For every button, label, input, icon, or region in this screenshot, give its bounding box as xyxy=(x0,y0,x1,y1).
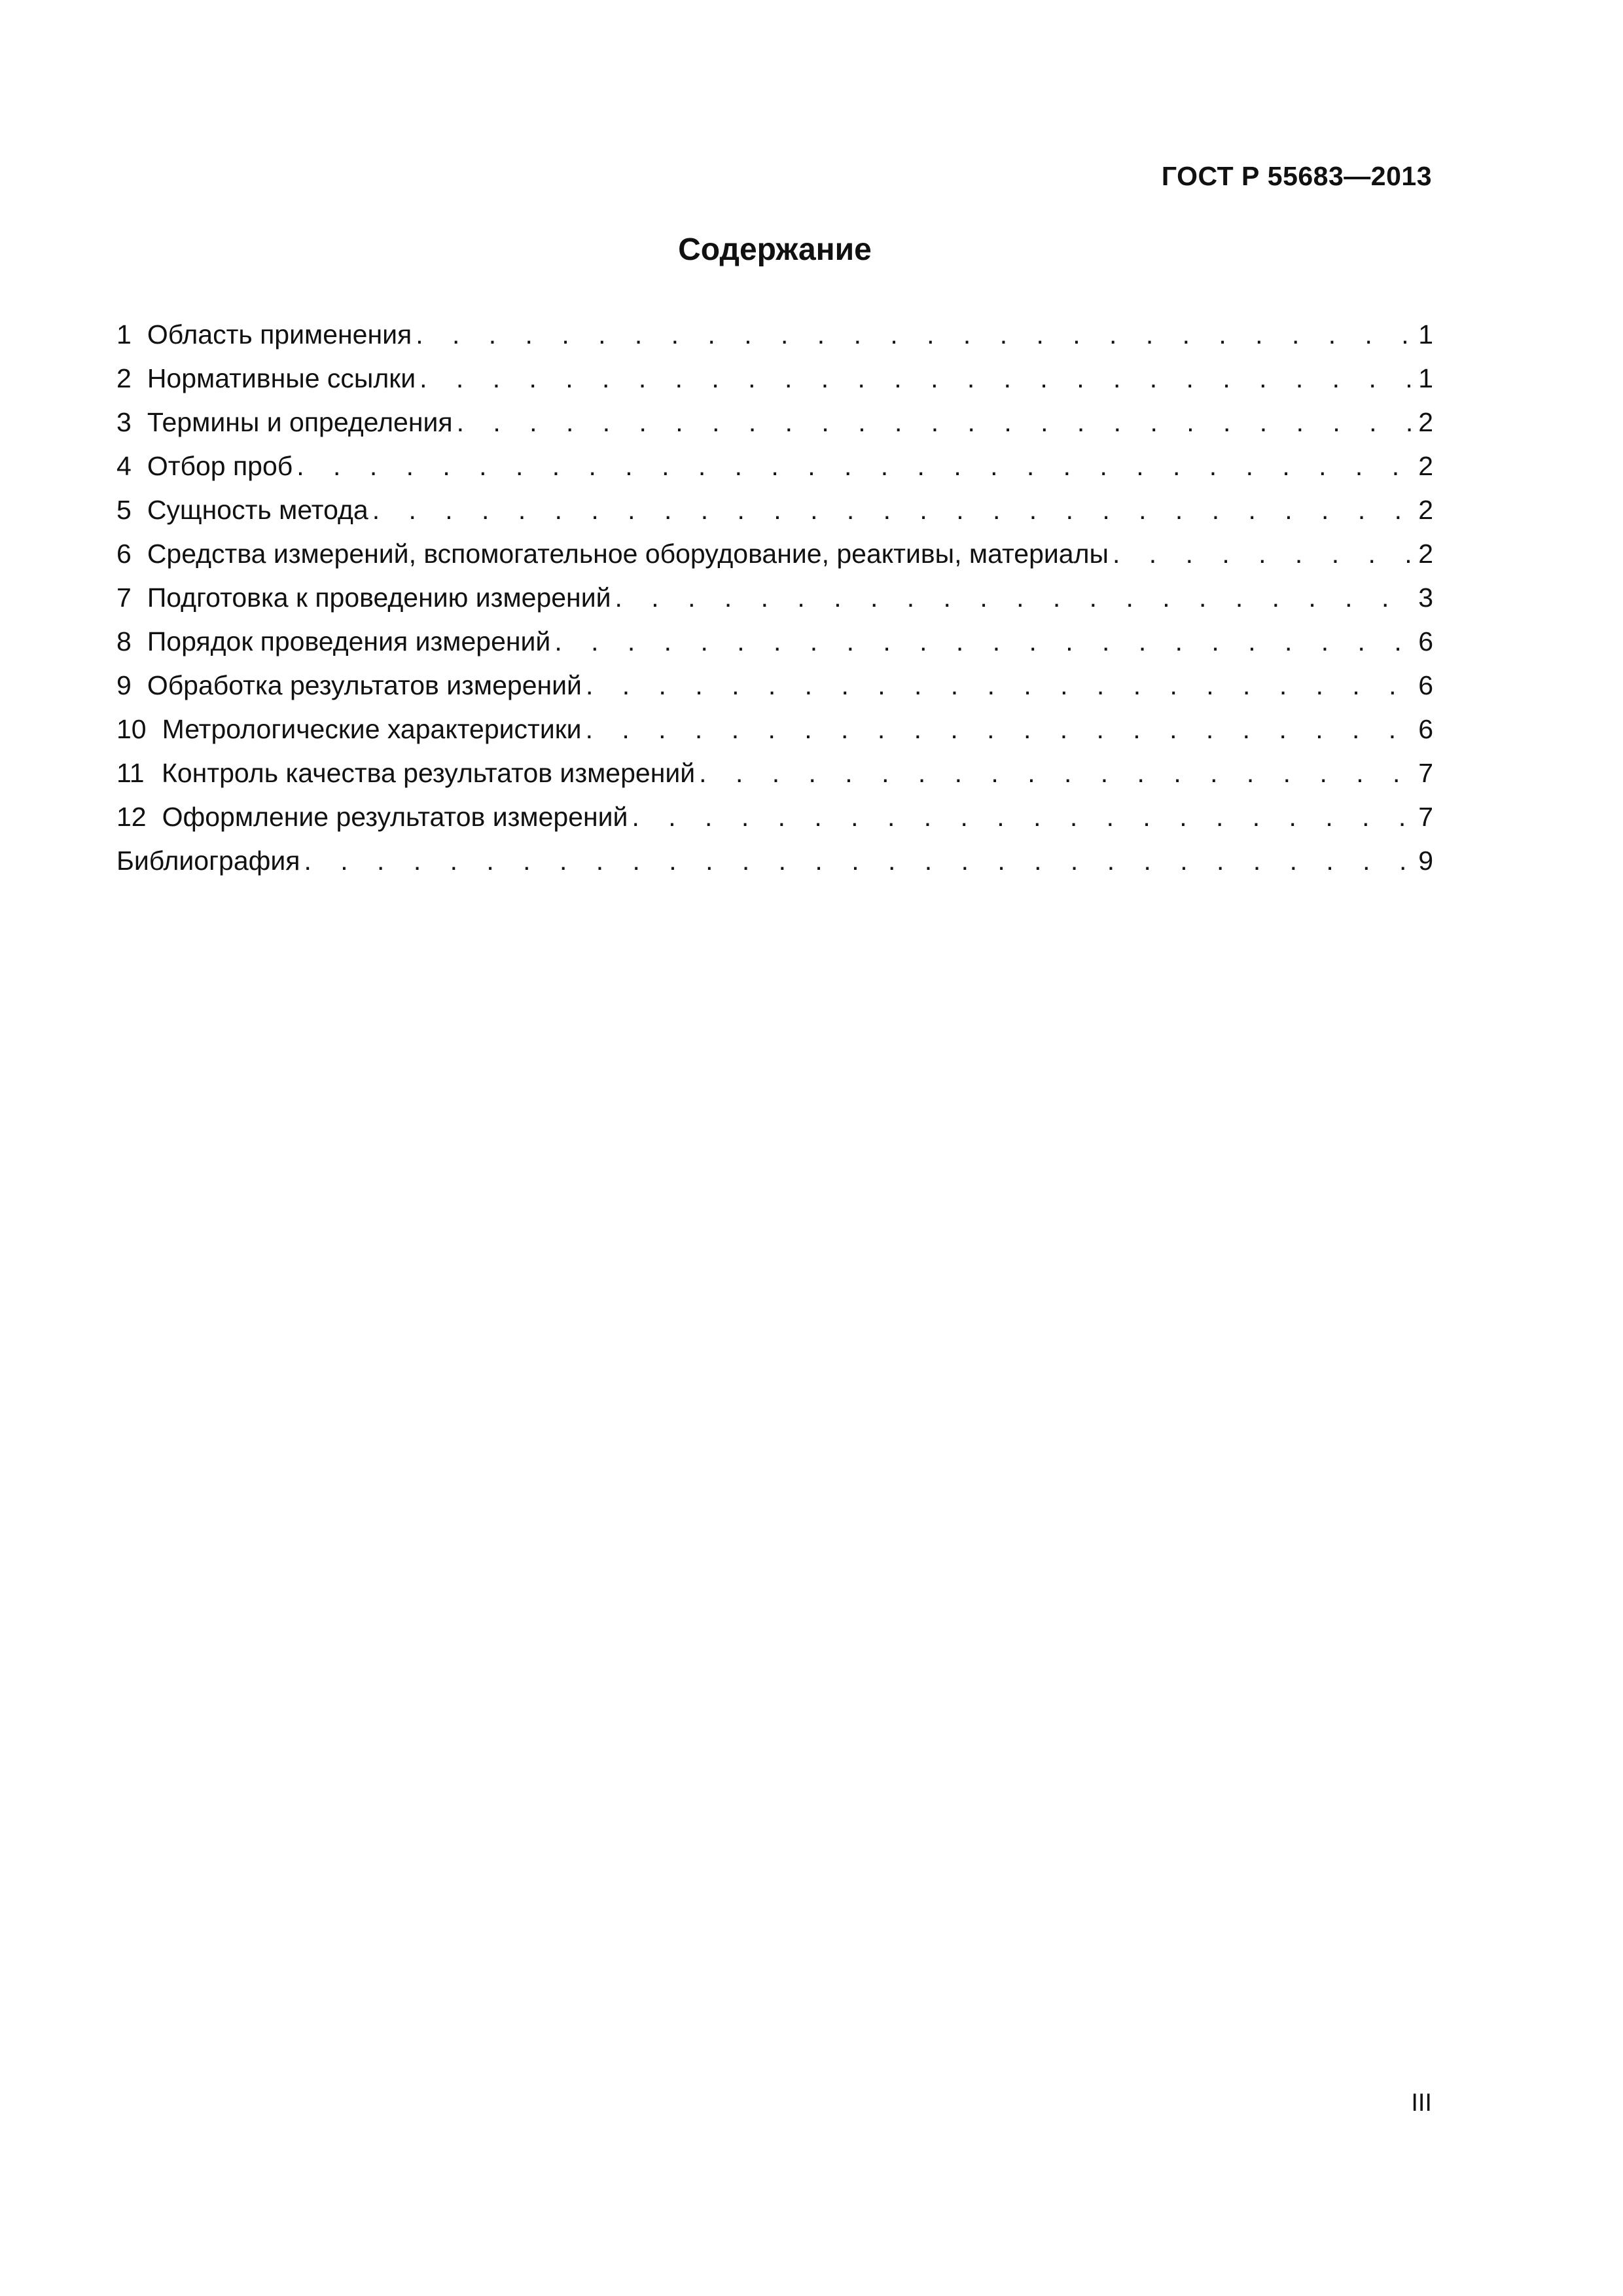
toc-entry[interactable] xyxy=(116,751,1433,795)
toc-entry-number: 1 xyxy=(116,319,132,350)
toc-entry[interactable] xyxy=(116,708,1433,751)
toc-entry-number: 7 xyxy=(116,583,132,613)
dot-leader xyxy=(296,444,1412,488)
toc-entry[interactable] xyxy=(116,401,1433,444)
toc-entry-page: 2 xyxy=(1418,451,1433,481)
dot-leader xyxy=(372,488,1412,532)
toc-entry-page: 3 xyxy=(1418,583,1433,613)
toc-entry-title: Отбор проб xyxy=(147,451,293,481)
toc-entry[interactable] xyxy=(116,313,1433,357)
document-code: ГОСТ Р 55683—2013 xyxy=(1161,161,1432,191)
toc-entry-title: Область применения xyxy=(147,319,412,350)
toc-entry-title: Библиография xyxy=(116,846,300,876)
dot-leader xyxy=(554,620,1412,664)
dot-leader xyxy=(416,313,1412,357)
toc-entry[interactable] xyxy=(116,576,1433,620)
toc-entry-number: 5 xyxy=(116,495,132,525)
dot-leader xyxy=(699,751,1412,795)
page-number: III xyxy=(1411,2089,1432,2117)
toc-entry-page: 6 xyxy=(1418,626,1433,656)
toc-entry-page: 7 xyxy=(1418,802,1433,832)
dot-leader xyxy=(632,795,1412,839)
toc-title: Содержание xyxy=(678,232,872,267)
toc-entry-page: 7 xyxy=(1418,758,1433,788)
toc-entry-title: Нормативные ссылки xyxy=(147,363,416,393)
toc-entry-title: Сущность метода xyxy=(147,495,368,525)
toc-entry-number: 2 xyxy=(116,363,132,393)
table-of-contents xyxy=(116,313,1433,883)
toc-entry-page: 2 xyxy=(1418,539,1433,569)
toc-entry-number: 4 xyxy=(116,451,132,481)
toc-entry-number: 3 xyxy=(116,407,132,437)
toc-entry[interactable] xyxy=(116,664,1433,708)
toc-entry-title: Обработка результатов измерений xyxy=(147,670,582,700)
toc-entry-title: Оформление результатов измерений xyxy=(162,802,628,832)
toc-entry-title: Метрологические характеристики xyxy=(162,714,582,744)
toc-entry-title: Контроль качества результатов измерений xyxy=(162,758,696,788)
toc-entry[interactable] xyxy=(116,444,1433,488)
toc-entry-page: 2 xyxy=(1418,407,1433,437)
dot-leader xyxy=(1113,532,1412,576)
toc-entry-bibliography[interactable] xyxy=(116,839,1433,883)
toc-entry-page: 9 xyxy=(1418,846,1433,876)
dot-leader xyxy=(419,357,1412,401)
toc-entry-page: 2 xyxy=(1418,495,1433,525)
toc-entry[interactable] xyxy=(116,357,1433,401)
toc-entry-page: 6 xyxy=(1418,714,1433,744)
toc-entry-number: 12 xyxy=(116,802,147,832)
toc-entry-title: Подготовка к проведению измерений xyxy=(147,583,611,613)
toc-entry[interactable] xyxy=(116,795,1433,839)
toc-entry-page: 1 xyxy=(1418,319,1433,350)
toc-entry-title: Порядок проведения измерений xyxy=(147,626,551,656)
toc-entry-page: 1 xyxy=(1418,363,1433,393)
dot-leader xyxy=(586,708,1412,751)
toc-entry-number: 10 xyxy=(116,714,147,744)
toc-entry-number: 8 xyxy=(116,626,132,656)
dot-leader xyxy=(457,401,1412,444)
toc-entry-title: Термины и определения xyxy=(147,407,453,437)
toc-entry-number: 6 xyxy=(116,539,132,569)
toc-entry-page: 6 xyxy=(1418,670,1433,700)
toc-entry[interactable] xyxy=(116,620,1433,664)
toc-entry-title: Средства измерений, вспомогательное оборудование, реактивы, материалы xyxy=(147,539,1109,569)
toc-entry[interactable] xyxy=(116,532,1433,576)
dot-leader xyxy=(615,576,1412,620)
toc-entry[interactable] xyxy=(116,488,1433,532)
toc-entry-number: 9 xyxy=(116,670,132,700)
toc-entry-number: 11 xyxy=(116,758,145,788)
dot-leader xyxy=(586,664,1412,708)
dot-leader xyxy=(304,839,1412,883)
